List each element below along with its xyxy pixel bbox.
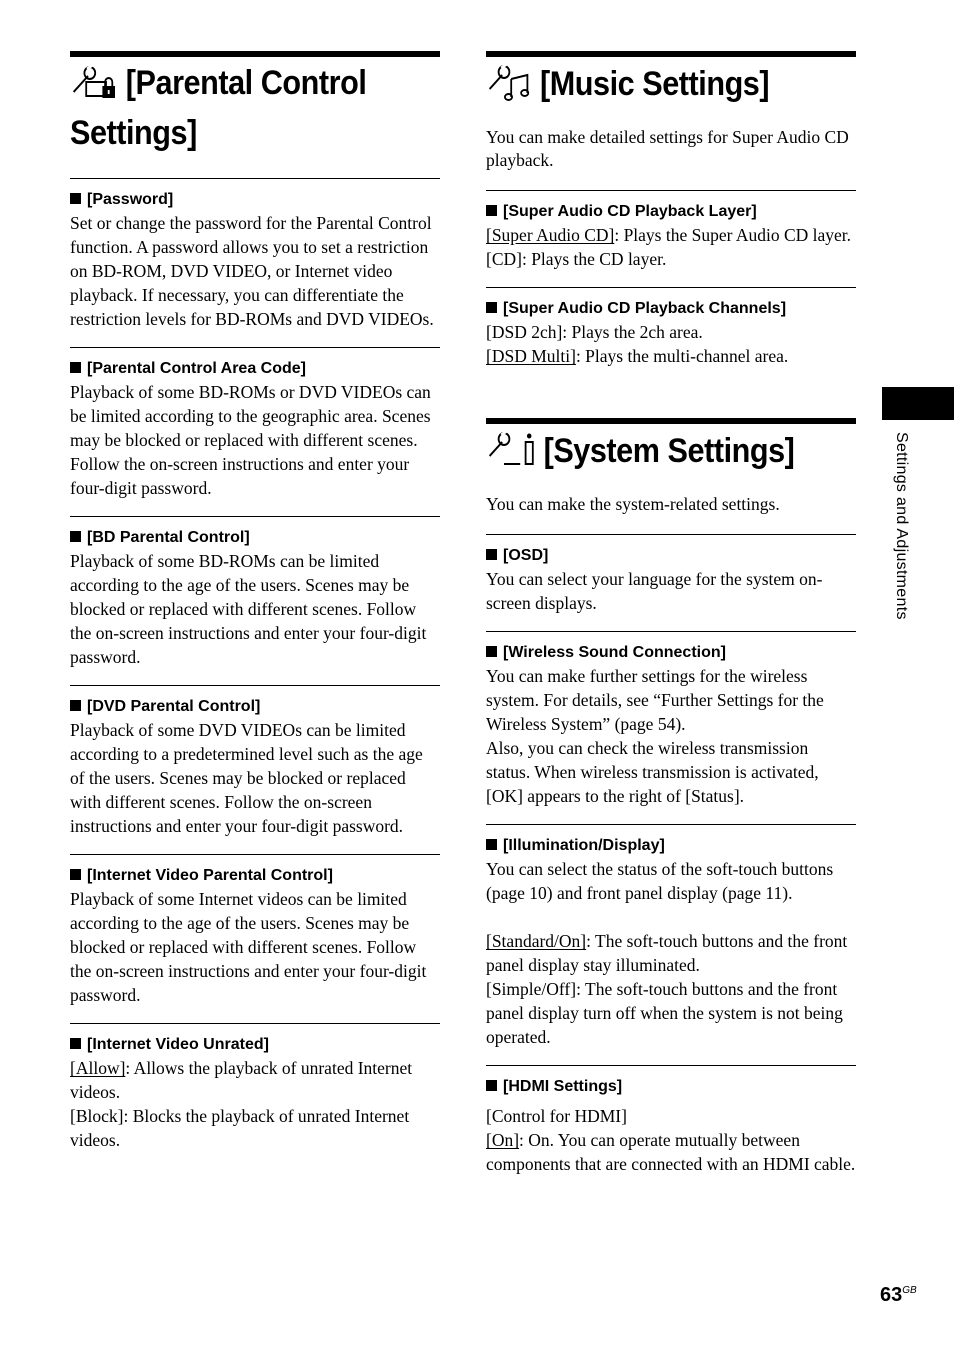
parental-section-header — [70, 51, 440, 178]
item-title: [Password] — [87, 191, 174, 208]
item-title: [Parental Control Area Code] — [87, 360, 306, 377]
item-title: [HDMI Settings] — [503, 1078, 623, 1095]
sub-heading: [Control for HDMI] — [486, 1106, 627, 1126]
bullet-square-icon — [70, 700, 81, 711]
bullet-square-icon — [486, 205, 497, 216]
chapter-side-label: Settings and Adjustments — [893, 432, 910, 620]
music-intro: You can make detailed settings for Super Audio CD playback. — [486, 127, 849, 170]
right-column — [486, 51, 856, 1192]
internet-video-parental-item — [70, 854, 440, 1023]
item-title: [Super Audio CD Playback Channels] — [503, 300, 787, 317]
item-title: [DVD Parental Control] — [87, 698, 261, 715]
bullet-square-icon — [486, 839, 497, 850]
option-text: : Allows the playback of unrated Internet videos. — [70, 1058, 413, 1102]
system-section-header — [486, 418, 856, 479]
parental-section-title — [70, 61, 403, 155]
item-body: You can make further settings for the wireless system. For details, see “Further Settings for the Wireless System” (page 54). — [486, 666, 824, 734]
item-title: [Internet Video Unrated] — [87, 1036, 269, 1053]
item-title: [Illumination/Display] — [503, 837, 665, 854]
illumination-display-item — [486, 824, 856, 1065]
music-section-header — [486, 51, 856, 112]
option-text: : On. You can operate mutually between components that are connected with an HDMI cable. — [486, 1130, 856, 1174]
bullet-square-icon — [486, 1080, 497, 1091]
item-title: [Super Audio CD Playback Layer] — [503, 203, 757, 220]
item-title: [BD Parental Control] — [87, 529, 250, 546]
osd-item — [486, 534, 856, 631]
item-title: [Internet Video Parental Control] — [87, 867, 333, 884]
item-body: Set or change the password for the Parental Control function. A password allows you to set a restriction on BD-ROM, DVD VIDEO, or Internet video playback. If necessary, you can differentiate the restriction levels for BD-ROMs and DVD VIDEOs. — [70, 213, 434, 329]
page-number: $63^{GB}$ — [880, 1284, 917, 1306]
option-text: [DSD 2ch]: Plays the 2ch area. — [486, 322, 703, 342]
bullet-square-icon — [70, 531, 81, 542]
item-body: Playback of some BD-ROMs or DVD VIDEOs can be limited according to the geographic area. Scenes may be blocked or replaced with different scenes. Follow the on-screen instructions and enter your four-digit password. — [70, 382, 431, 498]
chapter-tab-marker — [882, 387, 954, 420]
item-title: [OSD] — [503, 547, 549, 564]
bullet-square-icon — [70, 1038, 81, 1049]
item-body: You can select the status of the soft-touch buttons (page 10) and front panel display (page 11). — [486, 859, 834, 903]
option-text: [Block]: Blocks the playback of unrated Internet videos. — [70, 1106, 410, 1150]
item-body: You can select your language for the system on-screen displays. — [486, 569, 823, 613]
bullet-square-icon — [70, 362, 81, 373]
wireless-sound-item — [486, 631, 856, 824]
bullet-square-icon — [70, 869, 81, 880]
hdmi-settings-item — [486, 1065, 856, 1192]
parental-control-section — [70, 51, 440, 1168]
item-body: Playback of some DVD VIDEOs can be limited according to a predetermined level such as the age of the users. Scenes may be blocked or replaced with different scenes. Follow the on-screen instructions and enter your four-digit password. — [70, 720, 423, 836]
music-section-title: [Music Settings] — [540, 65, 770, 103]
parental-area-code-item — [70, 347, 440, 516]
page-suffix: GB — [902, 1285, 917, 1296]
item-body: Playback of some BD-ROMs can be limited according to the age of the users. Scenes may be blocked or replaced with different scenes. Follow the on-screen instructions and enter your four-digit password. — [70, 551, 427, 667]
bullet-square-icon — [70, 193, 81, 204]
bullet-square-icon — [486, 302, 497, 313]
parental-lock-icon — [70, 62, 119, 111]
system-settings-icon — [486, 428, 536, 479]
parental-title-line1: [Parental Control — [125, 64, 367, 102]
bullet-square-icon — [486, 646, 497, 657]
bullet-square-icon — [486, 549, 497, 560]
option-text: : Plays the multi-channel area. — [575, 346, 789, 366]
parental-title-line2: Settings] — [70, 114, 197, 152]
option-text: [CD]: Plays the CD layer. — [486, 249, 667, 269]
password-item — [70, 178, 440, 347]
option-default-label: [DSD Multi] — [486, 346, 576, 366]
item-body: Playback of some Internet videos can be limited according to the age of the users. Scenes may be blocked or replaced with different scenes. Follow the on-screen instructions and enter your four-digit password. — [70, 889, 427, 1005]
option-default-label: [On] — [486, 1130, 520, 1150]
sacd-channels-item — [486, 287, 856, 418]
internet-video-unrated-item — [70, 1023, 440, 1168]
option-default-label: [Allow] — [70, 1058, 126, 1078]
item-body: Also, you can check the wireless transmission status. When wireless transmission is activated, [OK] appears to the right of [Status]. — [486, 738, 819, 806]
option-default-label: [Standard/On] — [486, 931, 587, 951]
option-default-label: [Super Audio CD] — [486, 225, 615, 245]
system-section-title: [System Settings] — [543, 432, 795, 470]
music-settings-section — [486, 51, 856, 418]
item-title: [Wireless Sound Connection] — [503, 644, 726, 661]
system-settings-section — [486, 418, 856, 1192]
bd-parental-item — [70, 516, 440, 685]
sacd-layer-item — [486, 190, 856, 287]
option-text: : The soft-touch buttons and the front panel display stay illuminated. — [486, 931, 848, 975]
music-note-icon — [486, 61, 533, 112]
option-text: [Simple/Off]: The soft-touch buttons and the front panel display turn off when the system is not being operated. — [486, 979, 843, 1047]
dvd-parental-item — [70, 685, 440, 854]
option-text: : Plays the Super Audio CD layer. — [614, 225, 852, 245]
system-intro: You can make the system-related settings. — [486, 494, 780, 514]
